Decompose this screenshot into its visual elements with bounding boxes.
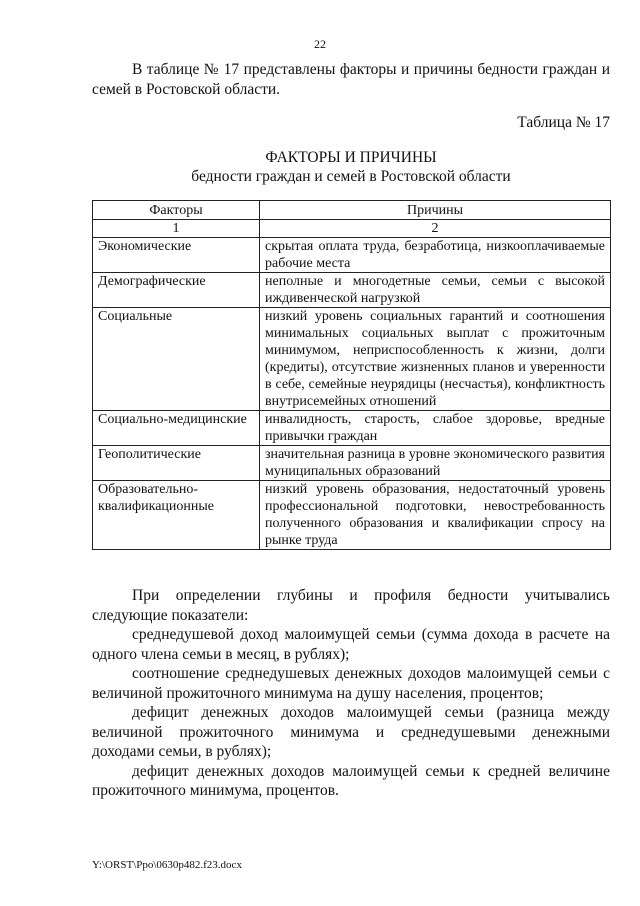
table-reference: Таблица № 17: [517, 114, 610, 131]
table-row: [93, 411, 611, 446]
body-paragraph: дефицит денежных доходов малоимущей семьи к средней величине прожиточного минимума, процентов.: [92, 762, 610, 799]
table-row: [93, 446, 611, 481]
column-number-row: [93, 220, 611, 238]
table-row: [93, 308, 611, 411]
page-number: 22: [314, 37, 326, 51]
factor-cell: Социально-медицинские: [93, 411, 260, 446]
table-title: [92, 148, 610, 186]
body-text: [92, 586, 610, 801]
cause-cell: скрытая оплата труда, безработица, низкооплачиваемые рабочие места: [260, 238, 611, 273]
factor-cell: Демографические: [93, 273, 260, 308]
body-paragraph: среднедушевой доход малоимущей семьи (сумма дохода в расчете на одного члена семьи в месяц, в рублях);: [92, 626, 610, 663]
header-causes: Причины: [260, 201, 611, 220]
table-title-main: ФАКТОРЫ И ПРИЧИНЫ: [265, 149, 437, 166]
factor-cell: Геополитические: [93, 446, 260, 481]
factor-cell: Образовательно-квалификационные: [93, 481, 260, 550]
body-paragraph: При определении глубины и профиля бедности учитывались следующие показатели:: [92, 587, 610, 624]
factors-table: [92, 200, 611, 550]
intro-paragraph: В таблице № 17 представлены факторы и причины бедности граждан и семей в Ростовской области.: [92, 61, 610, 98]
column-number: 1: [93, 220, 260, 238]
column-number: 2: [260, 220, 611, 238]
table-header-row: [93, 201, 611, 220]
cause-cell: инвалидность, старость, слабое здоровье, вредные привычки граждан: [260, 411, 611, 446]
cause-cell: низкий уровень образования, недостаточный уровень профессиональной подготовки, невостребованность полученного образования и квалификации спросу на рынке труда: [260, 481, 611, 550]
body-paragraph: соотношение среднедушевых денежных доходов малоимущей семьи с величиной прожиточного минимума на душу населения, процентов;: [92, 665, 610, 702]
factor-cell: Социальные: [93, 308, 260, 411]
cause-cell: неполные и многодетные семьи, семьи с высокой иждивенческой нагрузкой: [260, 273, 611, 308]
table-row: [93, 481, 611, 550]
cause-cell: низкий уровень социальных гарантий и соотношения минимальных социальных выплат с прожиточным минимумом, неприспособленность к жизни, долги (кредиты), отсутствие жизненных планов и уверенности в себе, семейные неурядицы (несчастья), конфликтность внутрисемейных отношений: [260, 308, 611, 411]
table-title-sub: бедности граждан и семей в Ростовской области: [191, 168, 511, 185]
cause-cell: значительная разница в уровне экономического развития муниципальных образований: [260, 446, 611, 481]
table-row: [93, 273, 611, 308]
body-paragraph: дефицит денежных доходов малоимущей семьи (разница между величиной прожиточного минимума и среднедушевыми денежными доходами семьи, в рублях);: [92, 704, 610, 760]
footer-file-path: Y:\ORST\Ppo\0630p482.f23.docx: [92, 859, 242, 871]
table-row: [93, 238, 611, 273]
factor-cell: Экономические: [93, 238, 260, 273]
header-factors: Факторы: [93, 201, 260, 220]
